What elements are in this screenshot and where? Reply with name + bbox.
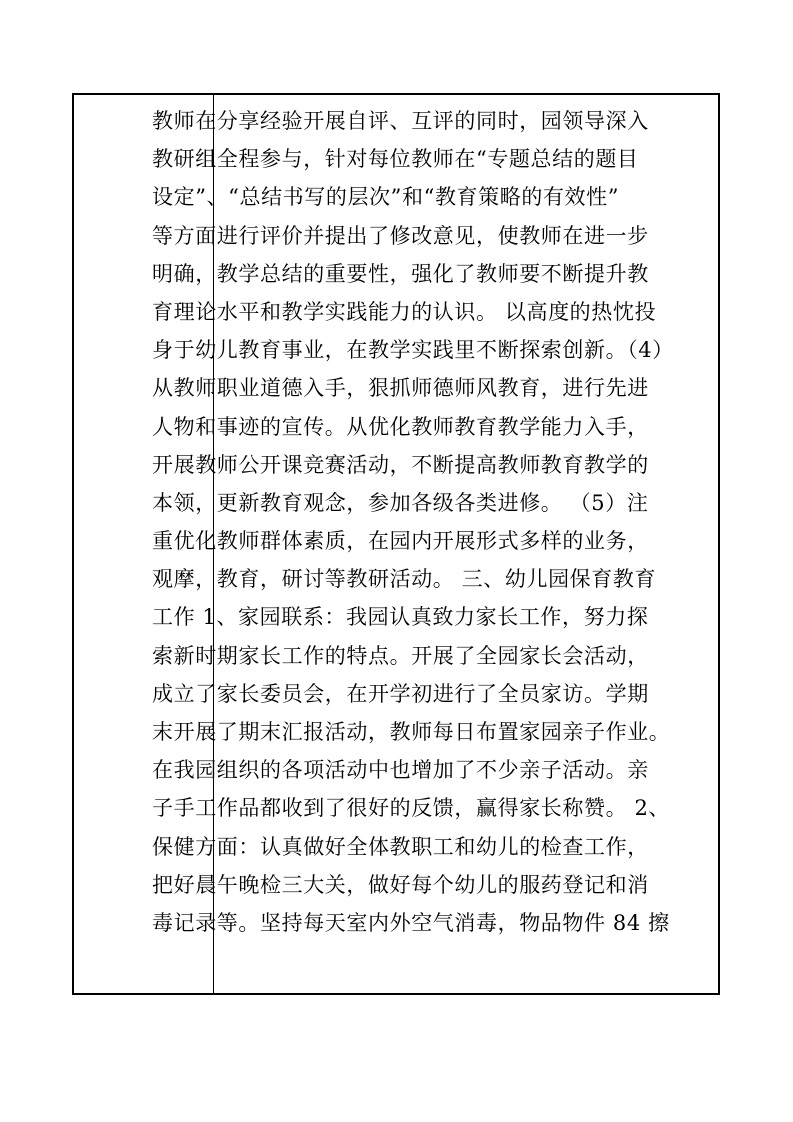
text-line: 保健方面：认真做好全体教职工和幼儿的检查工作， (152, 834, 649, 859)
text-line: 人物和事迹的宣传。从优化教师教育教学能力入手， (152, 414, 649, 439)
text-line: 在我园组织的各项活动中也增加了不少亲子活动。亲 (152, 758, 649, 783)
text-line: 重优化教师群体素质，在园内开展形式多样的业务， (152, 529, 649, 554)
text-line: 开展教师公开课竞赛活动，不断提高教师教育教学的 (152, 452, 649, 477)
text-line: 育理论水平和教学实践能力的认识。 以高度的热忱投 (152, 299, 657, 324)
text-line: 成立了家长委员会，在开学初进行了全员家访。学期 (152, 681, 649, 706)
text-line: 把好晨午晚检三大关，做好每个幼儿的服药登记和消 (152, 872, 649, 897)
text-line: 从教师职业道德入手，狠抓师德师风教育，进行先进 (152, 376, 649, 401)
text-line: 设定”、“总结书写的层次”和“教育策略的有效性” (152, 185, 620, 210)
text-line: 子手工作品都收到了很好的反馈，赢得家长称赞。 2、 (152, 796, 671, 821)
text-line: 教师在分享经验开展自评、互评的同时，园领导深入 (152, 109, 649, 133)
text-line: 毒记录等。坚持每天室内外空气消毒，物品物件 84 擦 (152, 910, 670, 935)
text-line: 观摩，教育，研讨等教研活动。 三、幼儿园保育教育 (152, 567, 657, 592)
text-line: 末开展了期末汇报活动，教师每日布置家园亲子作业。 (152, 720, 671, 744)
text-line: 索新时期家长工作的特点。开展了全园家长会活动， (152, 643, 649, 668)
text-line: 身于幼儿教育事业，在教学实践里不断探索创新。（4） (152, 338, 674, 363)
text-line: 工作 1、家园联系：我园认真致力家长工作，努力探 (152, 605, 649, 630)
body-text (152, 102, 712, 942)
text-line: 本领，更新教育观念，参加各级各类进修。 （5）注 (152, 490, 649, 515)
text-line: 教研组全程参与，针对每位教师在“专题总结的题目 (152, 147, 639, 172)
text-line: 明确，教学总结的重要性，强化了教师要不断提升教 (152, 261, 649, 286)
text-line: 等方面进行评价并提出了修改意见，使教师在进一步 (152, 223, 649, 248)
